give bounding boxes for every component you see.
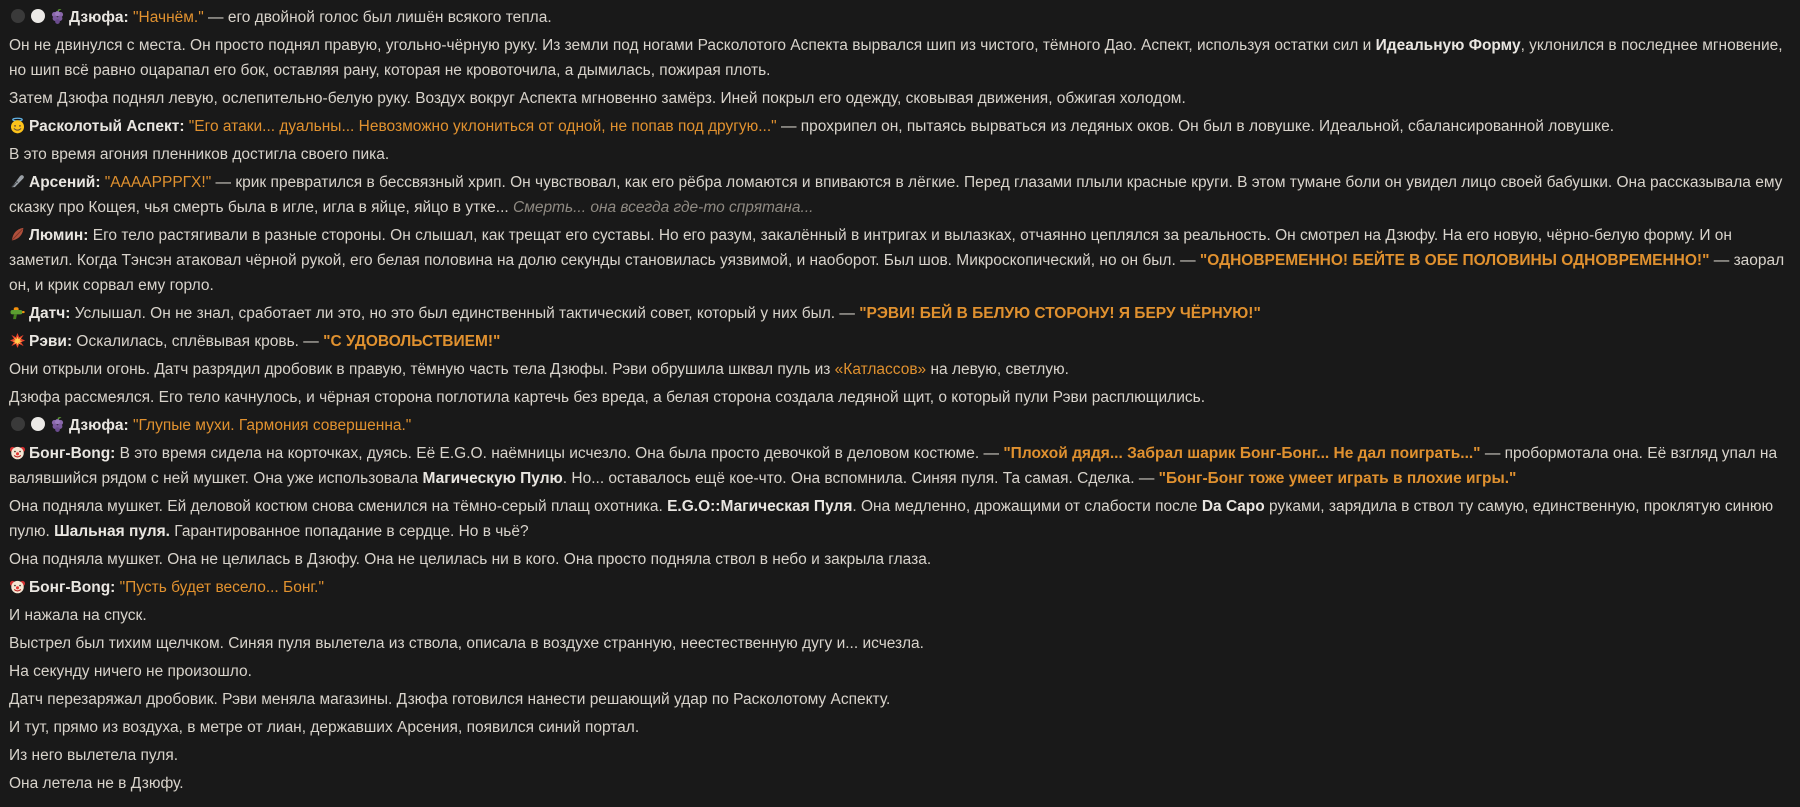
paragraph: [9, 575, 1790, 600]
paragraph: [9, 86, 1790, 111]
speaker-name: Люмин:: [29, 227, 89, 244]
dark-circle-icon: [9, 8, 26, 25]
dialogue-text: «Катлассов»: [834, 361, 927, 378]
grapes-icon: [49, 416, 66, 433]
text-segment: , уклонился в последнее мгновение, но шип всё равно оцарапал его бок, оставляя рану, которая не кровоточила, а дымилась, пожирая плоть.: [9, 37, 1783, 79]
grapes-icon: [49, 8, 66, 25]
text-segment: Гарантированное попадание в сердце. Но в чьё?: [169, 523, 529, 540]
paragraph: [9, 33, 1790, 83]
text-segment: И тут, прямо из воздуха, в метре от лиан, державших Арсения, появился синий портал.: [9, 719, 640, 736]
paragraph: [9, 687, 1790, 712]
text-segment: Da Capo: [1201, 498, 1265, 515]
text-segment: Датч перезаряжал дробовик. Рэви меняла магазины. Дзюфа готовился нанести решающий удар по Расколотому Аспекту.: [9, 691, 891, 708]
dialogue-text: "ААААРРРГХ!": [100, 174, 212, 191]
paragraph: [9, 659, 1790, 684]
text-segment: Он не двинулся с места. Он просто поднял правую, угольно-чёрную руку. Из земли под ногами Расколотого Аспекта вырвался шип из чистого, тёмного Дао. Аспект, используя остатки сил и: [9, 37, 1376, 54]
text-segment: . Она медленно, дрожащими от слабости после: [852, 498, 1202, 515]
text-segment: . Но... оставалось ещё кое-что. Она вспомнила. Синяя пуля. Та самая. Сделка. —: [562, 470, 1159, 487]
dialogue-text: "Его атаки... дуальны... Невозможно уклониться от одной, не попав под другую...": [184, 118, 777, 135]
speaker-name: Рэви:: [29, 333, 73, 350]
white-circle-icon: [29, 416, 46, 433]
text-segment: — крик превратился в бессвязный хрип. Он чувствовал, как его рёбра ломаются и впиваются в лёгкие. Перед глазами плыли красные круги. В этом тумане боли он увидел лицо своей бабушки. Она рассказывала ему сказку про Кощея, чья смерть была в игле, игла в яйце, яйцо в утке...: [9, 174, 1783, 216]
paragraph: [9, 223, 1790, 298]
dialogue-text: "Начнём.": [128, 9, 204, 26]
text-segment: руками, зарядила в ствол ту самую, единственную, проклятую синюю пулю.: [9, 498, 1774, 540]
paragraph: [9, 715, 1790, 740]
paragraph: [9, 385, 1790, 410]
dialogue-text: "РЭВИ! БЕЙ В БЕЛУЮ СТОРОНУ! Я БЕРУ ЧЁРНУЮ!": [859, 305, 1261, 322]
text-segment: Шальная пуля.: [54, 523, 170, 540]
text-segment: И нажала на спуск.: [9, 607, 147, 624]
paragraph: [9, 631, 1790, 656]
speaker-name: Дзюфа:: [69, 9, 129, 26]
text-segment: Магическую Пулю: [422, 470, 563, 487]
paragraph: [9, 494, 1790, 544]
paragraph: [9, 413, 1790, 438]
text-segment: Услышал. Он не знал, сработает ли это, но это был единственный тактический совет, который у них был. —: [70, 305, 860, 322]
speaker-name: Бонг-Bong:: [29, 579, 116, 596]
watergun-icon: [9, 304, 26, 321]
text-segment: Она подняла мушкет. Ей деловой костюм снова сменился на тёмно-серый плащ охотника.: [9, 498, 668, 515]
dialogue-text: "Плохой дядя... Забрал шарик Бонг-Бонг... Не дал поиграть...": [1003, 445, 1481, 462]
collision-icon: [9, 332, 26, 349]
paragraph: [9, 603, 1790, 628]
text-segment: Выстрел был тихим щелчком. Синяя пуля вылетела из ствола, описала в воздухе странную, неестественную дугу и... исчезла.: [9, 635, 924, 652]
paragraph: [9, 441, 1790, 491]
text-segment: Дзюфа рассмеялся. Его тело качнулось, и чёрная сторона поглотила картечь без вреда, а белая сторона создала ледяной щит, о который пули Рэви расплющились.: [9, 389, 1206, 406]
paragraph: [9, 357, 1790, 382]
text-segment: Она летела не в Дзюфу.: [9, 775, 184, 792]
text-segment: Затем Дзюфа поднял левую, ослепительно-белую руку. Воздух вокруг Аспекта мгновенно замёрз. Иней покрыл его одежду, сковывая движения, обжигая холодом.: [9, 90, 1186, 107]
halo-face-icon: [9, 117, 26, 134]
text-segment: В это время агония пленников достигла своего пика.: [9, 146, 390, 163]
paragraph: [9, 771, 1790, 796]
text-segment: На секунду ничего не произошло.: [9, 663, 252, 680]
dialogue-text: "С УДОВОЛЬСТВИЕМ!": [323, 333, 501, 350]
text-segment: Оскалилась, сплёвывая кровь. —: [72, 333, 324, 350]
text-segment: Смерть... она всегда где-то спрятана...: [513, 199, 814, 216]
feather-icon: [9, 226, 26, 243]
clown-icon: [9, 444, 26, 461]
paragraph: [9, 114, 1790, 139]
text-segment: Его тело растягивали в разные стороны. Он слышал, как трещат его суставы. Но его разум, закалённый в интригах и вылазках, отчаянно цеплялся за реальность. Он смотрел на Дзюфу. На его новую, чёрно-белую форму. И он заметил. Когда Тэнсэн атаковал чёрной рукой, его белая половина на долю секунды становилась уязвимой, и наоборот. Был шов. Микроскопический, но он был. —: [9, 227, 1732, 269]
text-segment: E.G.O::Магическая Пуля: [667, 498, 853, 515]
speaker-name: Дзюфа:: [69, 417, 129, 434]
speaker-name: Арсений:: [29, 174, 101, 191]
text-segment: Идеальную Форму: [1375, 37, 1521, 54]
white-circle-icon: [29, 8, 46, 25]
text-segment: — заорал он, и крик сорвал ему горло.: [9, 252, 1785, 294]
text-segment: на левую, светлую.: [926, 361, 1069, 378]
speaker-name: Расколотый Аспект:: [29, 118, 185, 135]
text-segment: В это время сидела на корточках, дуясь. Её E.G.O. наёмницы исчезло. Она была просто девочкой в деловом костюме. —: [115, 445, 1004, 462]
text-segment: — прохрипел он, пытаясь вырваться из ледяных оков. Он был в ловушке. Идеальной, сбалансированной ловушке.: [776, 118, 1614, 135]
dialogue-text: "Пусть будет весело... Бонг.": [115, 579, 324, 596]
speaker-name: Бонг-Bong:: [29, 445, 116, 462]
paragraph: [9, 301, 1790, 326]
text-segment: — пробормотала она. Её взгляд упал на валявшийся рядом с ней мушкет. Она уже использовала: [9, 445, 1778, 487]
paragraph: [9, 5, 1790, 30]
paragraph: [9, 142, 1790, 167]
dialogue-text: "ОДНОВРЕМЕННО! БЕЙТЕ В ОБЕ ПОЛОВИНЫ ОДНОВРЕМЕННО!": [1199, 252, 1710, 269]
dark-circle-icon: [9, 416, 26, 433]
paragraph: [9, 170, 1790, 220]
pen-icon: [9, 173, 26, 190]
clown-icon: [9, 578, 26, 595]
paragraph: [9, 547, 1790, 572]
text-segment: Из него вылетела пуля.: [9, 747, 179, 764]
paragraph: [9, 743, 1790, 768]
dialogue-text: "Глупые мухи. Гармония совершенна.": [128, 417, 412, 434]
paragraph: [9, 329, 1790, 354]
text-segment: — его двойной голос был лишён всякого тепла.: [203, 9, 552, 26]
dialogue-text: "Бонг-Бонг тоже умеет играть в плохие игры.": [1158, 470, 1517, 487]
text-segment: Она подняла мушкет. Она не целилась в Дзюфу. Она не целилась ни в кого. Она просто подняла ствол в небо и закрыла глаза.: [9, 551, 932, 568]
speaker-name: Датч:: [29, 305, 71, 322]
text-segment: Они открыли огонь. Датч разрядил дробовик в правую, тёмную часть тела Дзюфы. Рэви обрушила шквал пуль из: [9, 361, 835, 378]
